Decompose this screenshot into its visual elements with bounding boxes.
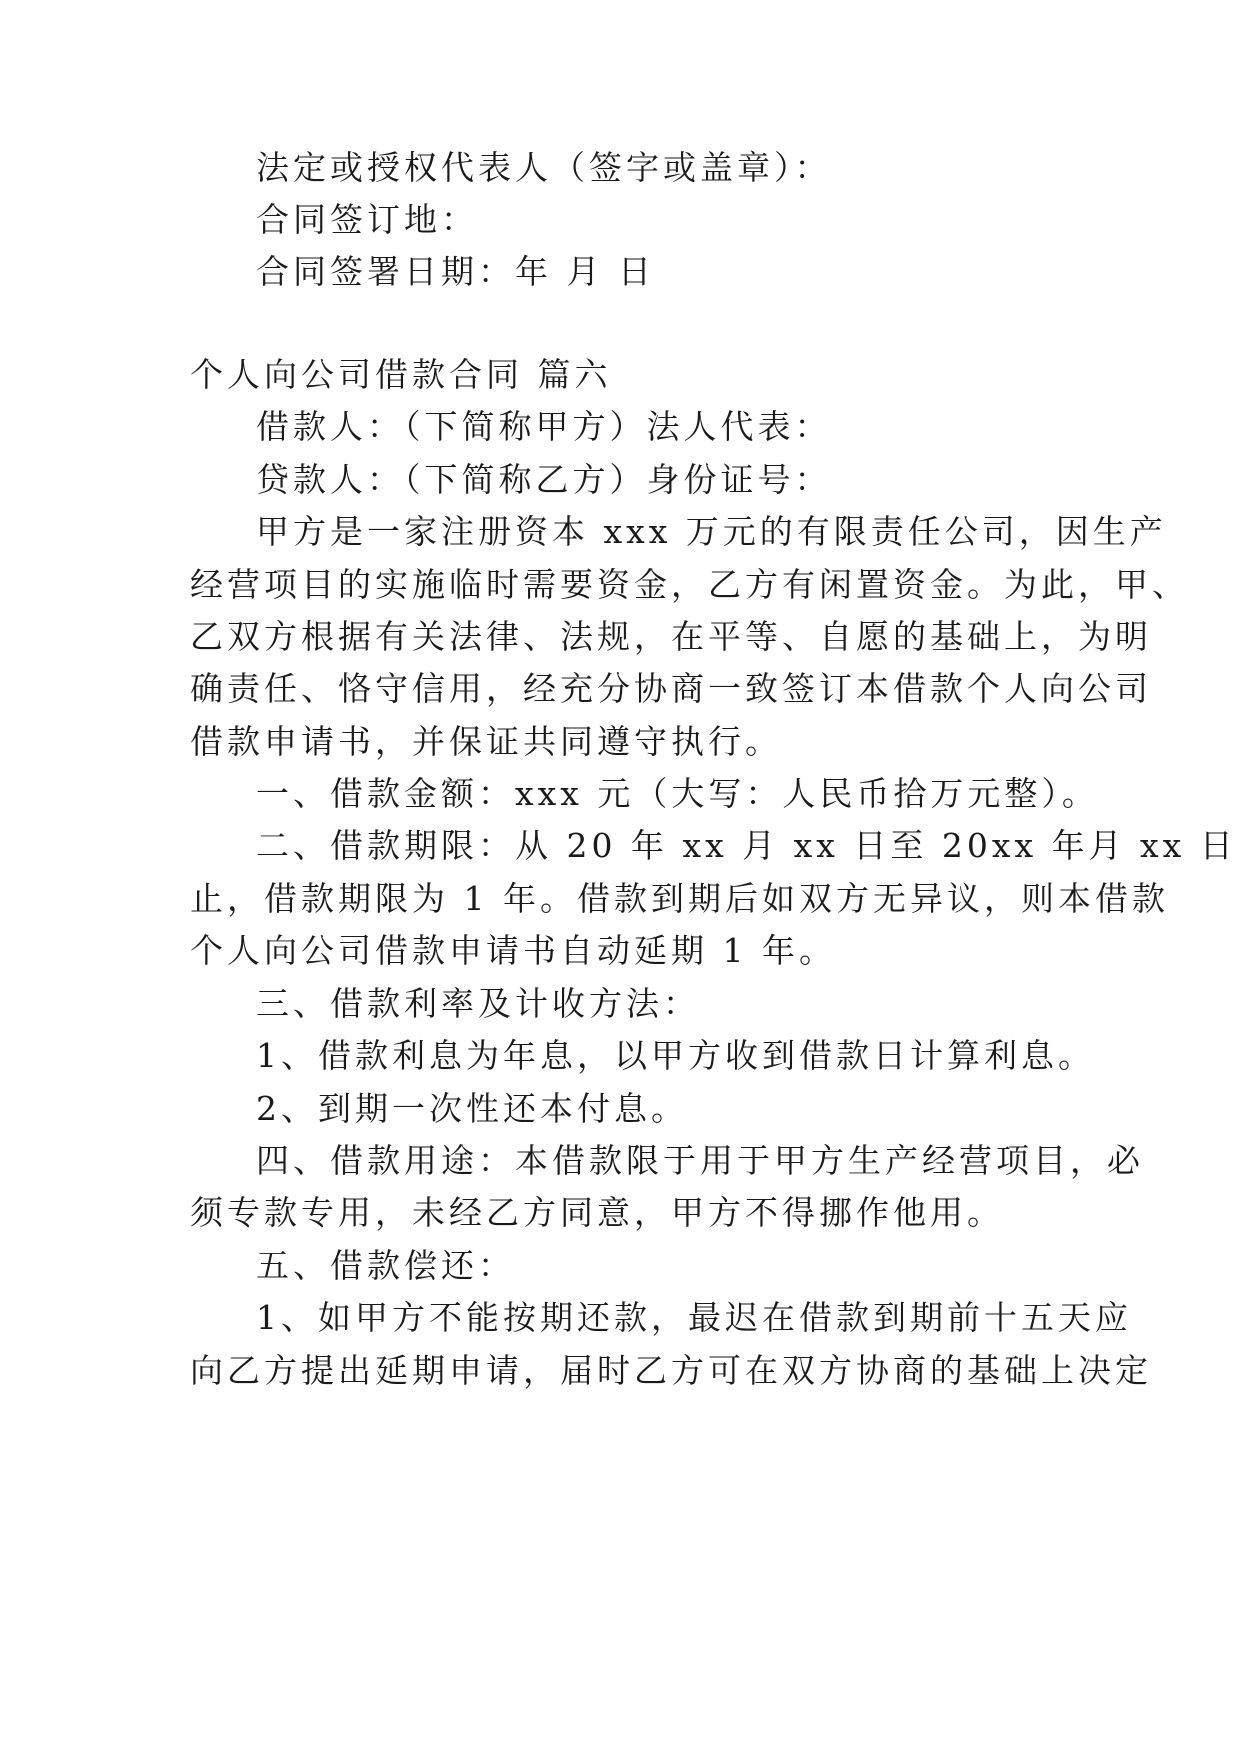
- clause-repayment-item-continued: 向乙方提出延期申请，届时乙方可在双方协商的基础上决定: [190, 1351, 1152, 1390]
- clause-interest-heading: 三、借款利率及计收方法：: [256, 984, 700, 1023]
- clause-repayment-heading: 五、借款偿还：: [256, 1246, 515, 1285]
- paragraph-line: 乙双方根据有关法律、法规，在平等、自愿的基础上，为明: [190, 617, 1152, 656]
- signature-representative-line: 法定或授权代表人（签字或盖章）：: [256, 148, 832, 187]
- clause-interest-item: 1、借款利息为年息，以甲方收到借款日计算利息。: [256, 1036, 1095, 1075]
- section-title: 个人向公司借款合同 篇六: [190, 355, 612, 394]
- clause-interest-item: 2、到期一次性还本付息。: [256, 1089, 688, 1128]
- clause-loan-term-continued: 止，借款期限为 1 年。借款到期后如双方无异议，则本借款: [190, 879, 1169, 918]
- clause-loan-term: 二、借款期限：从 20 年 xx 月 xx 日至 20xx 年月 xx 日: [256, 826, 1237, 865]
- clause-loan-purpose-continued: 须专款专用，未经乙方同意，甲方不得挪作他用。: [190, 1193, 1004, 1232]
- lender-line: 贷款人：（下简称乙方）身份证号：: [256, 460, 832, 499]
- clause-loan-purpose: 四、借款用途：本借款限于用于甲方生产经营项目，必: [256, 1141, 1144, 1180]
- borrower-line: 借款人：（下简称甲方）法人代表：: [256, 407, 832, 446]
- paragraph-line: 经营项目的实施临时需要资金，乙方有闲置资金。为此，甲、: [190, 565, 1189, 604]
- clause-loan-term-continued: 个人向公司借款申请书自动延期 1 年。: [190, 931, 836, 970]
- paragraph-line: 借款申请书，并保证共同遵守执行。: [190, 722, 782, 761]
- clause-loan-amount: 一、借款金额：xxx 元（大写：人民币拾万元整）。: [256, 774, 1099, 813]
- clause-repayment-item: 1、如甲方不能按期还款，最迟在借款到期前十五天应: [256, 1298, 1132, 1337]
- signing-place-line: 合同签订地：: [256, 200, 478, 239]
- paragraph-line: 确责任、恪守信用，经充分协商一致签订本借款个人向公司: [190, 669, 1152, 708]
- signing-date-line: 合同签署日期：年 月 日: [256, 252, 655, 291]
- paragraph-line: 甲方是一家注册资本 xxx 万元的有限责任公司，因生产: [256, 512, 1167, 551]
